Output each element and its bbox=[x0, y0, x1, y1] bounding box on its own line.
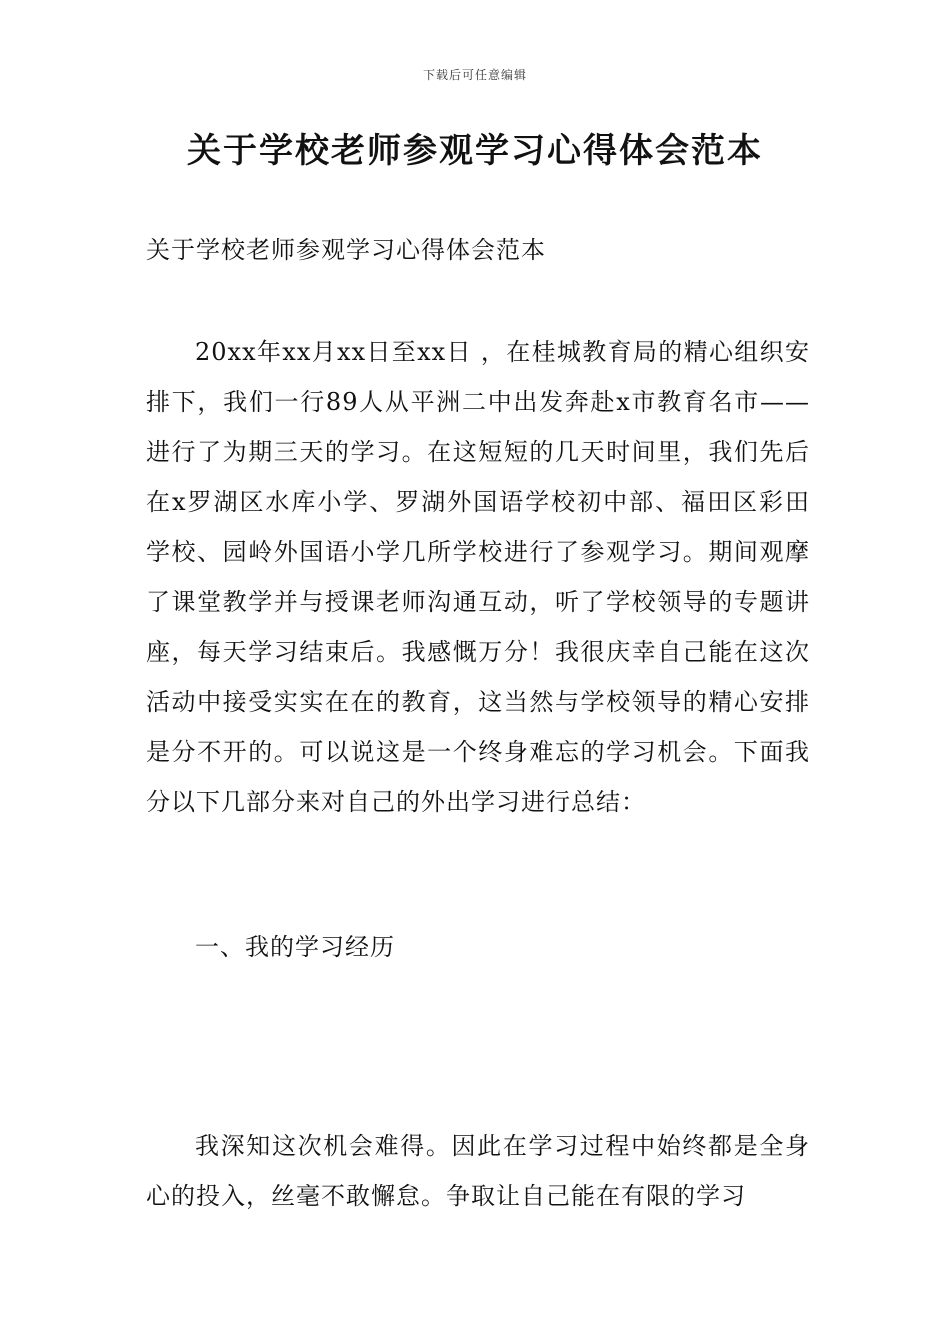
header-note: 下载后可任意编辑 bbox=[422, 68, 527, 82]
section-heading: 一、我的学习经历 bbox=[195, 933, 395, 961]
document-title: 关于学校老师参观学习心得体会范本 bbox=[187, 131, 763, 171]
body-paragraph-1: 20xx年xx月xx日至xx日 ，在桂城教育局的精心组织安排下，我们一行89人从平洲二中出发奔赴x市教育名市——进行了为期三天的学习。在这短短的几天时间里，我们先后在x罗湖区水库小学、罗湖外国语学校初中部、福田区彩田学校、园岭外国语小学几所学校进行了参观学习。期间观摩了课堂教学并与授课老师沟通互动，听了学校领导的专题讲座，每天学习结束后。我感慨万分！我很庆幸自己能在这次活动中接受实实在在的教育，这当然与学校领导的精心安排是分不开的。可以说这是一个终身难忘的学习机会。下面我分以下几部分来对自己的外出学习进行总结： bbox=[146, 338, 810, 816]
document-subtitle: 关于学校老师参观学习心得体会范本 bbox=[146, 236, 546, 264]
body-paragraph-2: 我深知这次机会难得。因此在学习过程中始终都是全身心的投入，丝毫不敢懈怠。争取让自己能在有限的学习 bbox=[146, 1132, 810, 1210]
